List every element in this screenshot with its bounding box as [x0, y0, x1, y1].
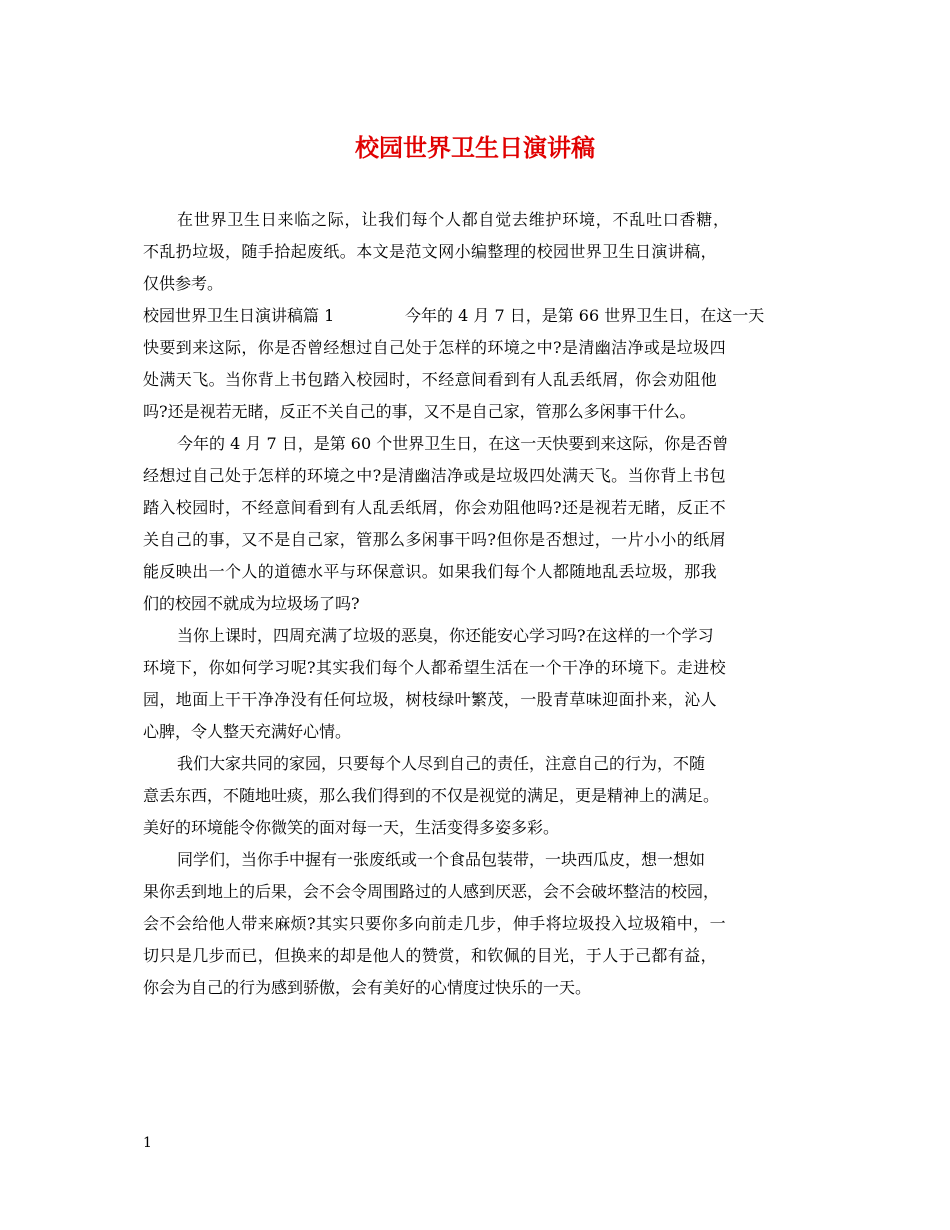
section-line: 处满天飞。当你背上书包踏入校园时，不经意间看到有人乱丢纸屑，你会劝阻他	[143, 370, 718, 389]
paragraph-line: 同学们，当你手中握有一张废纸或一个食品包装带，一块西瓜皮，想一想如	[177, 850, 706, 869]
section-label: 校园世界卫生日演讲稿篇 1	[143, 306, 335, 325]
section-line: 快要到来这际，你是否曾经想过自己处于怎样的环境之中?是清幽洁净或是垃圾四	[143, 338, 726, 357]
intro-line: 仅供参考。	[143, 274, 224, 293]
paragraph-line: 心脾，令人整天充满好心情。	[143, 722, 352, 741]
paragraph-line: 果你丢到地上的后果，会不会令周围路过的人感到厌恶，会不会破坏整洁的校园，	[143, 882, 720, 901]
paragraph-line: 当你上课时，四周充满了垃圾的恶臭，你还能安心学习吗?在这样的一个学习	[177, 626, 714, 645]
paragraph-line: 能反映出一个人的道德水平与环保意识。如果我们每个人都随地乱丢垃圾，那我	[143, 562, 718, 581]
document-title: 校园世界卫生日演讲稿	[355, 133, 595, 162]
paragraph-line: 我们大家共同的家园，只要每个人尽到自己的责任，注意自己的行为，不随	[177, 754, 706, 773]
section-line: 吗?还是视若无睹，反正不关自己的事，又不是自己家，管那么多闲事干什么。	[143, 402, 696, 421]
paragraph-line: 关自己的事，又不是自己家，管那么多闲事干吗?但你是否想过，一片小小的纸屑	[143, 530, 726, 549]
section-first-line: 今年的 4 月 7 日，是第 66 世界卫生日，在这一天	[405, 306, 765, 325]
paragraph-line: 踏入校园时，不经意间看到有人乱丢纸屑，你会劝阻他吗?还是视若无睹，反正不	[143, 498, 726, 517]
section-heading-line	[143, 300, 823, 332]
intro-line: 在世界卫生日来临之际，让我们每个人都自觉去维护环境，不乱吐口香糖，	[177, 210, 730, 229]
paragraph-line: 美好的环境能令你微笑的面对每一天，生活变得多姿多彩。	[143, 818, 560, 837]
intro-line: 不乱扔垃圾，随手拾起废纸。本文是范文网小编整理的校园世界卫生日演讲稿，	[143, 242, 718, 261]
paragraph-line: 们的校园不就成为垃圾场了吗?	[143, 594, 360, 613]
document-body	[143, 204, 823, 1004]
paragraph-line: 切只是几步而已，但换来的却是他人的赞赏，和钦佩的目光，于人于己都有益，	[143, 946, 718, 965]
paragraph-line: 今年的 4 月 7 日，是第 60 个世界卫生日，在这一天快要到来这际，你是否曾	[177, 434, 729, 453]
paragraph-line: 经想过自己处于怎样的环境之中?是清幽洁净或是垃圾四处满天飞。当你背上书包	[143, 466, 726, 485]
paragraph-line: 意丢东西，不随地吐痰，那么我们得到的不仅是视觉的满足，更是精神上的满足。	[143, 786, 720, 805]
paragraph-line: 你会为自己的行为感到骄傲，会有美好的心情度过快乐的一天。	[143, 978, 592, 997]
paragraph-line: 会不会给他人带来麻烦?其实只要你多向前走几步，伸手将垃圾投入垃圾箱中，一	[143, 914, 726, 933]
paragraph-line: 环境下，你如何学习呢?其实我们每个人都希望生活在一个干净的环境下。走进校	[143, 658, 726, 677]
page-number: 1	[143, 1135, 152, 1151]
paragraph-line: 园，地面上干干净净没有任何垃圾，树枝绿叶繁茂，一股青草味迎面扑来，沁人	[143, 690, 718, 709]
